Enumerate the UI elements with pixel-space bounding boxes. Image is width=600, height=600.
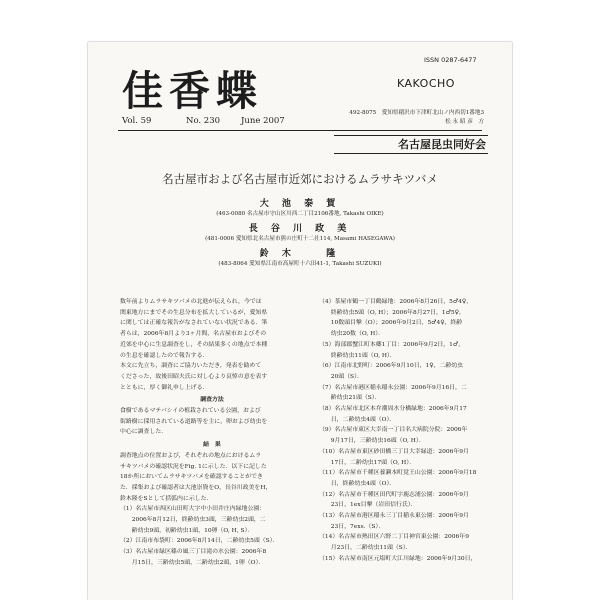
text-line: 調査地点の位置および，それぞれの地点におけるムラ	[120, 452, 262, 459]
record-line: （10）名古屋市東区砂田橋三丁目大幸緑道：2006年9月	[319, 448, 469, 455]
text-line: た．採集および確認者は大池崇資をO，長谷川政美をH，	[120, 484, 272, 491]
record-line: 幼虫20数（O, H）．	[319, 331, 385, 338]
issn-number: ISSN 0287-6477	[424, 56, 477, 64]
record-line: （2）江南市布袋町：2006年8月14日，二齢幼虫5頭（S）．	[120, 538, 279, 545]
volume-number: Vol. 59	[122, 116, 152, 126]
author-name: 長 谷 川 政 美	[248, 224, 352, 234]
record-line: 9月17日，三齢幼虫16頭（O, H）．	[319, 438, 425, 445]
record-line: （1）名古屋市西区山田町大字中小田井庄内緑地公園：	[120, 506, 266, 513]
record-line: 23日，7exs.（S）．	[319, 523, 385, 530]
record-line: 終齢幼虫5頭（O, H）；2006年8月27日，1♂5♀，	[319, 309, 465, 316]
author-affiliation: (463-0080 名古屋市守山区川西二丁目2106番地, Takashi OIKE)	[216, 211, 384, 217]
record-line: （8）名古屋市北区本弁潮周水分橋緑地：2006年9月17	[319, 406, 467, 413]
record-line: 月15日，三齢幼虫5頭，二齢幼虫2頭，1卵（O）．	[120, 559, 265, 566]
record-line: 月23日，二齢幼虫11頭（S）．	[319, 545, 412, 552]
text-line: くださった，故後田昭夫氏に対し心より哀悼の意を表す	[120, 373, 268, 380]
record-line: 23日，1ex目撃（岩田信行氏）．	[319, 502, 417, 509]
section-heading: 結 果	[203, 441, 221, 449]
text-line: 数年前よりムラサキツバメの北進が伝えられ，今では	[120, 299, 262, 305]
record-list	[120, 504, 304, 568]
text-line: 鈴木隆をSとして括弧内に示した．	[120, 495, 213, 502]
header-rule	[118, 130, 482, 131]
record-line: （15）名古屋市南区元塩町大江川緑地：2006年9月30日，	[319, 555, 477, 562]
record-line: （7）名古屋市港区稲永稲永公園：2006年9月16日，二	[319, 384, 467, 391]
text-line: 18か所においてムラサキツバメを確認することができ	[120, 474, 263, 481]
record-line: （5）海部郡蟹江町本郷1丁目：2006年9月2日，1♂，	[319, 341, 465, 348]
record-line: （9）名古屋市東区大幸南一丁目名大病院分院：2006年	[319, 427, 468, 434]
record-line: （13）名古屋市港区稲永三丁目稲永東公園：2006年9月	[319, 513, 469, 520]
text-line: 本文に先立ち，調査にご協力いただき，発表を勧めて	[120, 363, 262, 370]
address-line: 492-8075 愛知県稲沢市下津町北山ノ内西切1番地3	[349, 110, 484, 116]
author-affiliation: (483-8064 愛知県江南市高屋町十六田41-1, Takashi SUZUKI)	[218, 261, 382, 267]
intro-paragraph	[120, 297, 304, 393]
record-line: 日，二齢幼虫4頭（O）．	[319, 416, 396, 423]
author-affiliation: (481-0006 愛知県北名古屋市熊の庄町十二社114, Masami HASEGAWA)	[205, 236, 395, 242]
text-line: とともに，厚く御礼申し上げる．	[120, 384, 209, 391]
record-line: 日，終齢幼虫4頭（O）．	[319, 480, 396, 487]
society-name: 名古屋昆虫同好会	[334, 135, 488, 154]
record-line: （3）名古屋市緑区篠の風三丁目滝の水公園：2006年8	[120, 549, 267, 556]
record-line: 2006年8月12日，終齢幼虫3頭，三齢幼虫2頭，二	[120, 517, 266, 524]
journal-romaji: KAKOCHO	[397, 77, 455, 90]
author-name: 鈴 木 隆	[259, 249, 341, 259]
text-line: 近郊を中心に生息調査をし，その結果多くの地点で本種	[120, 341, 268, 348]
record-line: （14）名古屋市熱田区六野二丁目神宮東公園：2006年9	[319, 534, 469, 541]
record-line: （6）江南市北野町：2006年9月10日，1♀，二齢幼虫	[319, 363, 464, 370]
left-column	[120, 297, 304, 569]
journal-title: 佳香蝶	[122, 67, 263, 115]
record-line: 齢幼虫9頭，初齢幼虫1頭，10卵（O, H, S）．	[120, 527, 254, 534]
text-line: サキツバメの確認状況をFig. 1に示した．以下に記した	[120, 463, 267, 470]
record-line: 終齢幼虫11頭（O, H）．	[319, 352, 396, 359]
text-line: 街路樹に採用されている道路等を主に，卵および幼虫を	[120, 418, 268, 425]
author-name: 大 池 泰 賀	[259, 199, 341, 209]
text-line: に関しては正確な報告がなされていない状況である．筆	[120, 320, 268, 327]
journal-page	[88, 42, 512, 600]
issue-date: June 2007	[241, 116, 285, 126]
text-line: 中心に調査した．	[120, 429, 168, 436]
address-line: 松 永 昭 彦 方	[445, 119, 484, 125]
record-line: （4）茶屋市鶴一丁目鶴緑地：2006年8月26日，5♂4♀，	[319, 299, 473, 305]
society-address	[328, 109, 484, 127]
record-line: （12）名古屋市千種区田代町字鹿志浦公園：2006年9月	[319, 491, 469, 498]
record-line: 20頭（S）．	[319, 373, 363, 380]
right-column	[319, 297, 487, 565]
results-paragraph	[120, 451, 304, 505]
record-line: 17日，二齢幼虫17頭（O, H）．	[319, 459, 416, 466]
article-title: 名古屋市および名古屋市近郊におけるムラサキツバメ	[162, 172, 438, 186]
text-line: の生息を確認したので報告する．	[120, 352, 209, 359]
text-line: 食樹であるマテバシイの植栽されている公園，および	[120, 408, 261, 415]
text-line: 関東地方にまでその生息分布を拡大しているが，愛知県	[120, 309, 268, 316]
record-line: （11）名古屋市千種区養瀬本町覚王山公園：2006年9月18	[319, 470, 477, 477]
record-line: 齢幼虫21頭（S）．	[319, 395, 381, 402]
record-line: 10数頭目撃（O）；2006年9月2日，5♂4♀，終齢	[319, 320, 463, 327]
section-heading: 調査方法	[200, 396, 224, 404]
method-paragraph	[120, 406, 304, 438]
issue-number: No. 230	[186, 116, 221, 126]
text-line: 者らは，2006年8月より3ヶ月間，名古屋市およびその	[120, 331, 267, 338]
